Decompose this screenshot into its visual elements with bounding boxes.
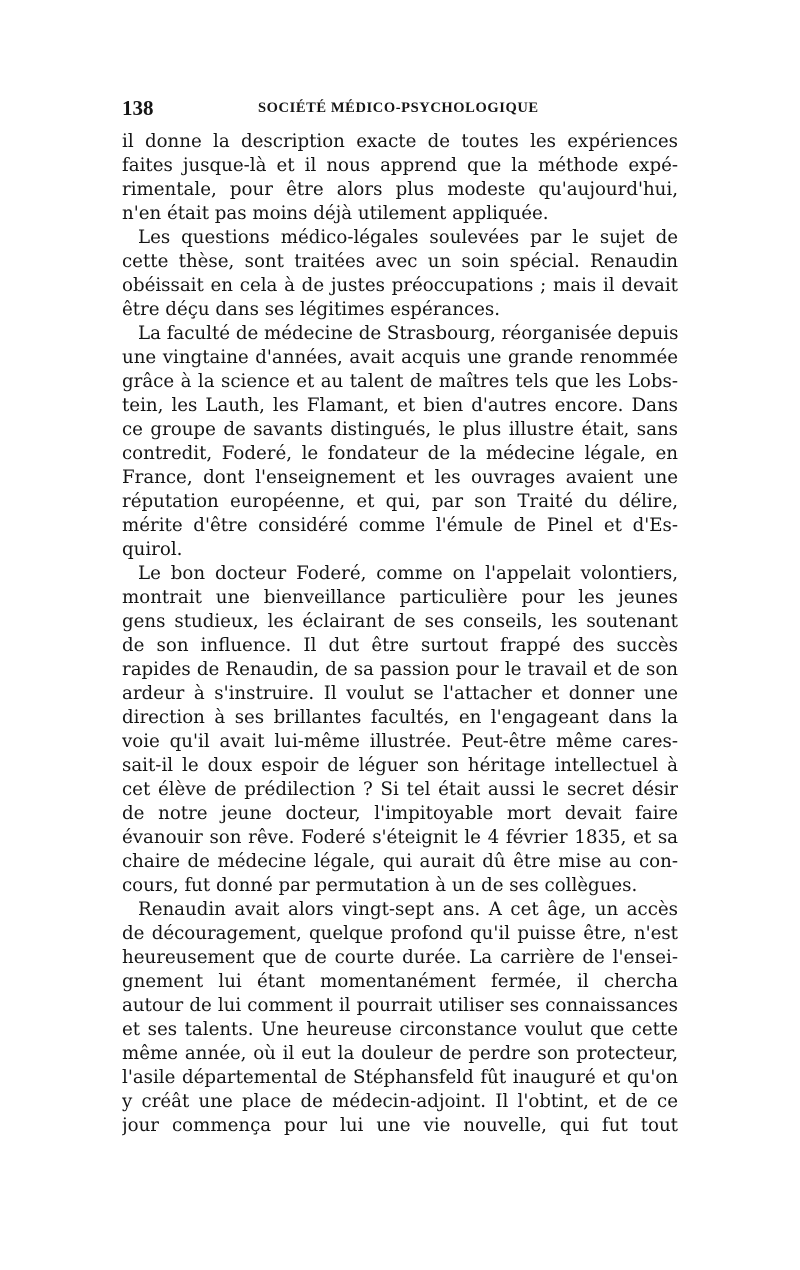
text-line: cet élève de prédilection ? Si tel était aussi le secret désir: [122, 779, 678, 800]
text-line: n'en était pas moins déjà utilement appliquée.: [122, 203, 549, 224]
text-line: jour commença pour lui une vie nouvelle, qui fut tout: [122, 1115, 678, 1136]
text-line: heureusement que de courte durée. La carrière de l'ensei-: [122, 947, 678, 968]
text-line: France, dont l'enseignement et les ouvrages avaient une: [122, 467, 678, 488]
text-line: faites jusque-là et il nous apprend que la méthode expé-: [122, 155, 678, 176]
text-line: Le bon docteur Foderé, comme on l'appelait volontiers,: [138, 563, 678, 584]
text-line: tein, les Lauth, les Flamant, et bien d'autres encore. Dans: [122, 395, 678, 416]
text-line: de découragement, quelque profond qu'il puisse être, n'est: [122, 923, 678, 944]
text-line: direction à ses brillantes facultés, en l'engageant dans la: [122, 707, 678, 728]
text-line: ce groupe de savants distingués, le plus illustre était, sans: [122, 419, 678, 440]
text-line: évanouir son rêve. Foderé s'éteignit le 4 février 1835, et sa: [122, 827, 678, 848]
text-line: cours, fut donné par permutation à un de ses collègues.: [122, 875, 638, 896]
page-number: 138: [122, 96, 154, 120]
text-line: il donne la description exacte de toutes les expériences: [122, 131, 678, 152]
text-line: réputation européenne, et qui, par son Traité du délire,: [122, 491, 678, 512]
text-line: y créât une place de médecin-adjoint. Il l'obtint, et de ce: [122, 1091, 678, 1112]
text-line: contredit, Foderé, le fondateur de la médecine légale, en: [122, 443, 678, 464]
text-line: Renaudin avait alors vingt-sept ans. A cet âge, un accès: [138, 899, 678, 920]
text-line: voie qu'il avait lui-même illustrée. Peut-être même cares-: [122, 731, 678, 752]
text-line: rimentale, pour être alors plus modeste qu'aujourd'hui,: [122, 179, 678, 200]
text-line: autour de lui comment il pourrait utiliser ses connaissances: [122, 995, 678, 1016]
text-line: chaire de médecine légale, qui aurait dû être mise au con-: [122, 851, 678, 872]
page-header: [122, 96, 678, 124]
text-line: quirol.: [122, 539, 183, 560]
text-line: gens studieux, les éclairant de ses conseils, les soutenant: [122, 611, 678, 632]
text-line: grâce à la science et au talent de maîtres tels que les Lobs-: [122, 371, 678, 392]
text-line: une vingtaine d'années, avait acquis une grande renommée: [122, 347, 678, 368]
text-line: et ses talents. Une heureuse circonstance voulut que cette: [122, 1019, 678, 1040]
text-line: être déçu dans ses légitimes espérances.: [122, 299, 501, 320]
body-text: [122, 130, 678, 1138]
text-line: gnement lui étant momentanément fermée, il chercha: [122, 971, 678, 992]
text-line: Les questions médico-légales soulevées par le sujet de: [138, 227, 678, 248]
text-line: de son influence. Il dut être surtout frappé des succès: [122, 635, 678, 656]
text-line: l'asile départemental de Stéphansfeld fût inauguré et qu'on: [122, 1067, 678, 1088]
text-line: La faculté de médecine de Strasbourg, réorganisée depuis: [138, 323, 678, 344]
text-line: même année, où il eut la douleur de perdre son protecteur,: [122, 1043, 678, 1064]
text-line: de notre jeune docteur, l'impitoyable mort devait faire: [122, 803, 678, 824]
text-line: obéissait en cela à de justes préoccupations ; mais il devait: [122, 275, 678, 296]
text-line: montrait une bienveillance particulière pour les jeunes: [122, 587, 678, 608]
running-head: SOCIÉTÉ MÉDICO-PSYCHOLOGIQUE: [258, 100, 539, 116]
text-line: sait-il le doux espoir de léguer son héritage intellectuel à: [122, 755, 678, 776]
text-line: mérite d'être considéré comme l'émule de Pinel et d'Es-: [122, 515, 678, 536]
text-line: cette thèse, sont traitées avec un soin spécial. Renaudin: [122, 251, 678, 272]
text-line: ardeur à s'instruire. Il voulut se l'attacher et donner une: [122, 683, 678, 704]
text-line: rapides de Renaudin, de sa passion pour le travail et de son: [122, 659, 678, 680]
